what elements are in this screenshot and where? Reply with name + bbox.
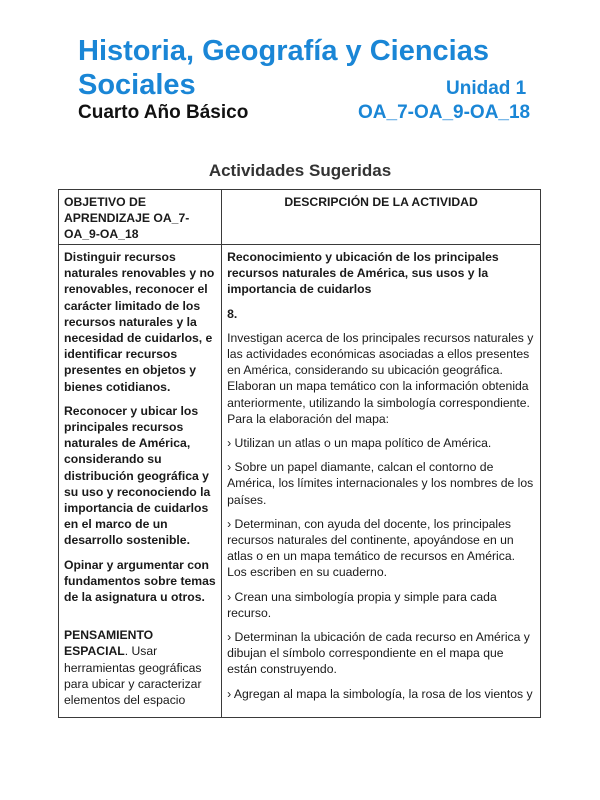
description-cell — [222, 245, 541, 718]
description-column-header: DESCRIPCIÓN DE LA ACTIVIDAD — [222, 190, 541, 245]
skill-text: . Usar herramientas geográficas para ubicar y caracterizar elementos del espacio — [64, 644, 202, 708]
skill-item — [64, 627, 216, 708]
activity-table — [58, 189, 541, 718]
objective-item: Distinguir recursos naturales renovables y no renovables, reconocer el carácter limitado de los recursos naturales y la necesidad de cuidarlos, e identificar recursos presentes en objetos y bienes cotidianos. — [64, 250, 215, 394]
objective-item: Opinar y argumentar con fundamentos sobre temas de la asignatura u otros. — [64, 557, 216, 605]
activity-title: Reconocimiento y ubicación de los principales recursos naturales de América, sus usos y la importancia de cuidarlos — [227, 250, 499, 297]
activity-step: › Sobre un papel diamante, calcan el contorno de América, los límites internacionales y los nombres de los países. — [227, 460, 534, 507]
table-header-row — [59, 190, 541, 245]
activity-step: › Agregan al mapa la simbología, la rosa de los vientos y — [227, 686, 533, 701]
skill-label: PENSAMIENTO ESPACIAL — [64, 628, 154, 659]
objective-item: Reconocer y ubicar los principales recursos naturales de América, considerando su distribución geográfica y su uso y reconociendo la importancia de cuidarlos en el marco de un desarrollo sostenible. — [64, 403, 211, 548]
unit-label: Unidad 1 — [446, 78, 527, 99]
activity-step: › Utilizan un atlas o un mapa político de América. — [227, 436, 492, 451]
activity-step: › Crean una simbología propia y simple para cada recurso. — [227, 589, 497, 620]
section-title: Actividades Sugeridas — [208, 161, 392, 180]
objectives-column-header: OBJETIVO DE APRENDIZAJE OA_7-OA_9-OA_18 — [59, 190, 222, 245]
activity-step: › Determinan, con ayuda del docente, los principales recursos naturales del continente, apoyándose en un atlas o en un mapa temático de recursos en América. Los escriben en su cuaderno. — [227, 516, 516, 580]
oa-codes: OA_7-OA_9-OA_18 — [358, 102, 531, 123]
objectives-cell — [59, 245, 222, 718]
activity-row — [59, 245, 541, 718]
grade-label: Cuarto Año Básico — [78, 102, 249, 123]
activity-step: › Determinan la ubicación de cada recurso en América y dibujan el símbolo correspondiente en el mapa que están construyendo. — [227, 630, 530, 677]
activity-intro: Investigan acerca de los principales recursos naturales y las actividades económicas asociadas a ellos presentes en América, considerando su ubicación geográfica. Elaboran un mapa temático con la información obtenida anteriormente, utilizando la simbología correspondiente. Para la elaboración del mapa: — [227, 330, 534, 426]
activity-number: 8. — [227, 306, 238, 321]
document-title: Historia, Geografía y Ciencias Sociales — [78, 35, 489, 101]
